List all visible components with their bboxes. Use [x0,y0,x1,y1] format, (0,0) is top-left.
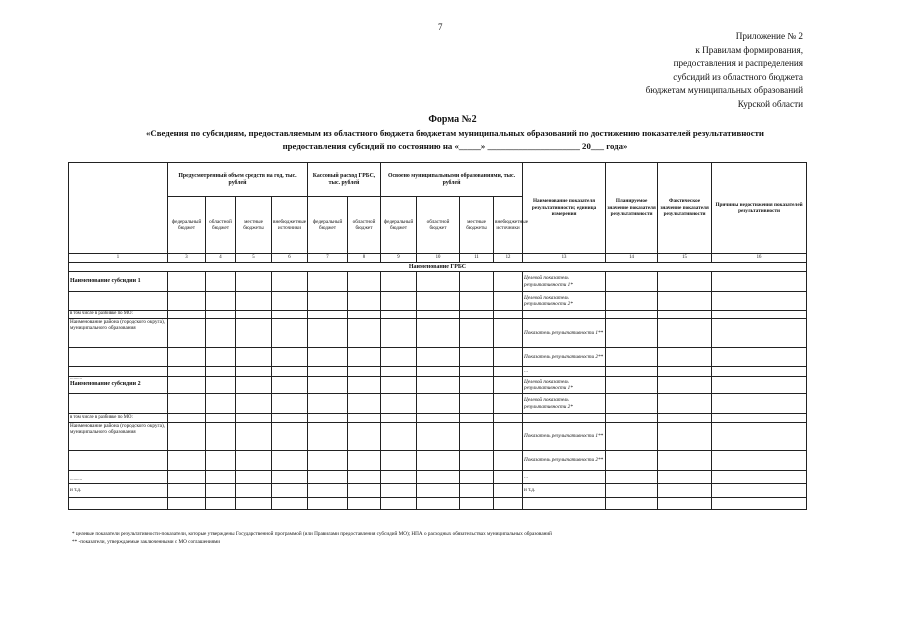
col-num: 10 [417,254,460,263]
header-reasons: Причины недостижения показателей результативности [712,163,807,254]
form-title: Форма №2 [428,114,477,125]
column-numbers-row [69,254,807,263]
indicator-2: Показатель результативности 2** [523,451,606,471]
sub-regional: областной бюджет [206,197,236,254]
sub-other: внебюджетные источники [494,197,523,254]
col-num: 8 [348,254,381,263]
sub-local: местные бюджеты [236,197,272,254]
appendix-line: предоставления и распределения [673,58,803,69]
header-fact-value: Фактическое значение показателя результативности [658,163,712,254]
incl-mo-label: в том числе в разбивке по МО: [69,311,168,319]
form-subtitle-line2: предоставления субсидий по состоянию на «_____» _____________________ 20___ года» [282,141,628,151]
page-number: 7 [438,22,443,32]
appendix-line: субсидий из областного бюджета [673,71,803,82]
header-used: Освоено муниципальными образованиями, тыс. рублей [381,163,523,197]
col-num: 13 [523,254,606,263]
sub-other: внебюджетные источники [272,197,308,254]
subsidy-2-label: Наименование субсидии 2 [70,381,141,387]
subsidy-table [68,162,807,510]
col-num: 3 [168,254,206,263]
form-subtitle-line1: «Сведения по субсидиям, предоставляемым из областного бюджета бюджетам муниципальных образований по достижению показателей результативности [145,128,764,138]
sub-regional: областной бюджет [417,197,460,254]
col-num: 14 [606,254,658,263]
sub-regional: областной бюджет [348,197,381,254]
sub-federal: федеральный бюджет [168,197,206,254]
col-num: 9 [381,254,417,263]
target-indicator-2: Целевой показатель результативности 2* [523,394,606,414]
col-num: 1 [69,254,168,263]
header-planned: Предусмотренный объем средств на год, тыс. рублей [168,163,308,197]
col-num: 16 [712,254,807,263]
indicator-1: Показатель результативности 1** [523,319,606,348]
col-num: 4 [206,254,236,263]
sub-federal: федеральный бюджет [308,197,348,254]
footnote-1: * целевые показатели результативности-показатели, которые утверждены Государственной программой (или Правилами предоставления субсидий МО); НПА о расходных обязательствах муниципальных образований [72,531,552,537]
col-num: 7 [308,254,348,263]
ellipsis: ... [523,471,606,484]
appendix-block [543,30,803,112]
target-indicator-2: Целевой показатель результативности 2* [523,292,606,311]
header-indicator: Наименование показателя результативности; единица измерения [523,163,606,254]
header-plan-value: Планируемое значение показателя результативности [606,163,658,254]
col-num: 12 [494,254,523,263]
indicator-1: Показатель результативности 1** [523,423,606,451]
appendix-line: к Правилам формирования, [695,44,803,55]
sub-federal: федеральный бюджет [381,197,417,254]
col-num: 11 [460,254,494,263]
indicator-2: Показатель результативности 2** [523,348,606,367]
subsidy-2-name [69,377,168,394]
form-subtitle [60,127,850,153]
etc-label: и т.д. [69,484,168,498]
header-blank [69,163,168,254]
col-num: 15 [658,254,712,263]
sub-local: местные бюджеты [460,197,494,254]
dots: .......... [69,471,168,484]
col-num: 6 [272,254,308,263]
grbs-row: Наименование ГРБС [69,263,807,272]
district-name: Наименование района (городского округа), муниципального образования [69,423,168,451]
appendix-line: бюджетам муниципальных образований [645,85,803,96]
etc-label-2: и т.д. [523,484,606,498]
dots: .......... [70,376,82,381]
appendix-line: Курской области [737,98,803,109]
header-cash: Кассовый расход ГРБС, тыс. рублей [308,163,381,197]
district-name: Наименование района (городского округа), муниципального образования [69,319,168,348]
ellipsis: ... [523,367,606,377]
incl-mo-label: в том числе в разбивке по МО: [69,414,168,423]
target-indicator-1: Целевой показатель результативности 1* [523,272,606,292]
appendix-line: Приложение № 2 [735,31,803,41]
col-num: 5 [236,254,272,263]
target-indicator-1: Целевой показатель результативности 1* [523,377,606,394]
subsidy-1-name: Наименование субсидии 1 [69,272,168,292]
footnote-2: ** -показатели, утверждаемые заключенными с МО соглашениями [72,539,221,545]
